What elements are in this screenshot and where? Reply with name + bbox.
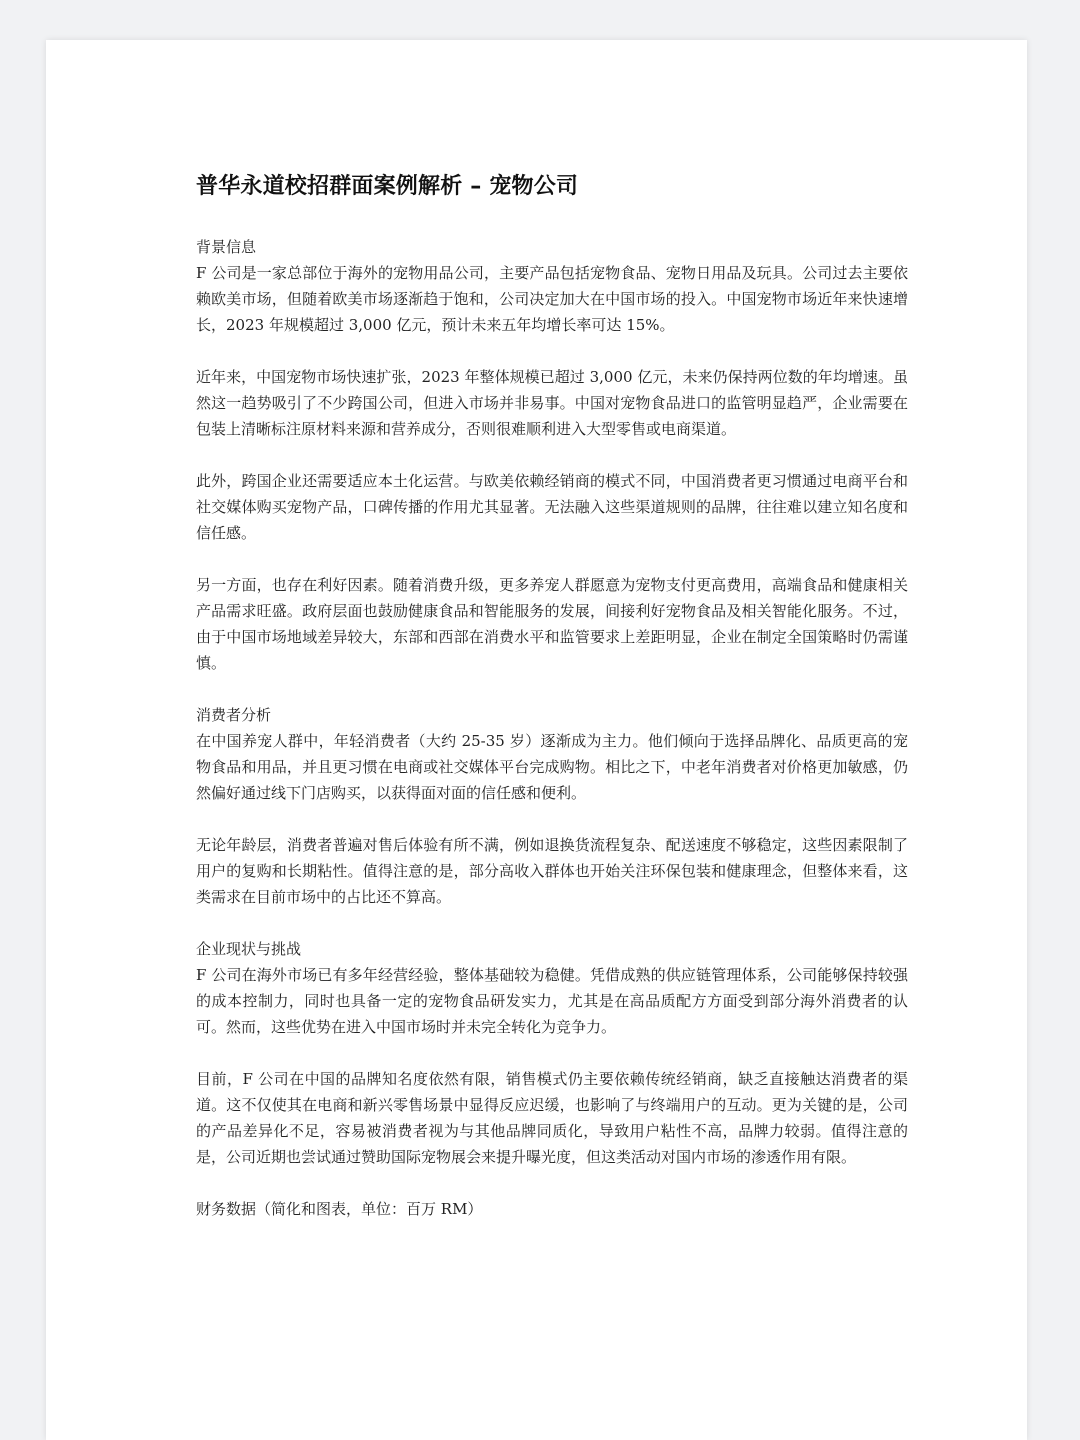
paragraph: F 公司是一家总部位于海外的宠物用品公司，主要产品包括宠物食品、宠物日用品及玩具。公司过去主要依赖欧美市场，但随着欧美市场逐渐趋于饱和，公司决定加大在中国市场的投入。中国宠物市场近年来快速增长，2023 年规模超过 3,000 亿元，预计未来五年均增长率可达 15%。: [196, 264, 908, 334]
section-background: [196, 234, 908, 676]
section-heading-background: 背景信息: [196, 238, 257, 256]
paragraph: 此外，跨国企业还需要适应本土化运营。与欧美依赖经销商的模式不同，中国消费者更习惯通过电商平台和社交媒体购买宠物产品，口碑传播的作用尤其显著。无法融入这些渠道规则的品牌，往往难以建立知名度和信任感。: [196, 472, 908, 542]
paragraph: 目前，F 公司在中国的品牌知名度依然有限，销售模式仍主要依赖传统经销商，缺乏直接触达消费者的渠道。这不仅使其在电商和新兴零售场景中显得反应迟缓，也影响了与终端用户的互动。更为关键的是，公司的产品差异化不足，容易被消费者视为与其他品牌同质化，导致用户粘性不高，品牌力较弱。值得注意的是，公司近期也尝试通过赞助国际宠物展会来提升曝光度，但这类活动对国内市场的渗透作用有限。: [196, 1070, 908, 1166]
paragraph: 近年来，中国宠物市场快速扩张，2023 年整体规模已超过 3,000 亿元，未来仍保持两位数的年均增速。虽然这一趋势吸引了不少跨国公司，但进入市场并非易事。中国对宠物食品进口的监管明显趋严，企业需要在包装上清晰标注原材料来源和营养成分，否则很难顺利进入大型零售或电商渠道。: [196, 368, 908, 438]
section-consumer-analysis: [196, 702, 908, 910]
document-page: [46, 40, 1027, 1440]
paragraph: 另一方面，也存在利好因素。随着消费升级，更多养宠人群愿意为宠物支付更高费用，高端食品和健康相关产品需求旺盛。政府层面也鼓励健康食品和智能服务的发展，间接利好宠物食品及相关智能化服务。不过，由于中国市场地域差异较大，东部和西部在消费水平和监管要求上差距明显，企业在制定全国策略时仍需谨慎。: [196, 576, 908, 672]
section-heading-financial-data: 财务数据（简化和图表，单位：百万 RM）: [196, 1200, 483, 1218]
paragraph: 无论年龄层，消费者普遍对售后体验有所不满，例如退换货流程复杂、配送速度不够稳定，这些因素限制了用户的复购和长期粘性。值得注意的是，部分高收入群体也开始关注环保包装和健康理念，但整体来看，这类需求在目前市场中的占比还不算高。: [196, 836, 908, 906]
document-title: 普华永道校招群面案例解析 – 宠物公司: [196, 174, 579, 199]
paragraph: F 公司在海外市场已有多年经营经验，整体基础较为稳健。凭借成熟的供应链管理体系，公司能够保持较强的成本控制力，同时也具备一定的宠物食品研发实力，尤其是在高品质配方方面受到部分海外消费者的认可。然而，这些优势在进入中国市场时并未完全转化为竞争力。: [196, 966, 908, 1036]
paragraph: 在中国养宠人群中，年轻消费者（大约 25-35 岁）逐渐成为主力。他们倾向于选择品牌化、品质更高的宠物食品和用品，并且更习惯在电商或社交媒体平台完成购物。相比之下，中老年消费者对价格更加敏感，仍然偏好通过线下门店购买，以获得面对面的信任感和便利。: [196, 732, 908, 802]
section-heading-company-status: 企业现状与挑战: [196, 940, 302, 958]
section-company-status: [196, 936, 908, 1170]
section-heading-consumer-analysis: 消费者分析: [196, 706, 272, 724]
document-content: [196, 170, 908, 1222]
